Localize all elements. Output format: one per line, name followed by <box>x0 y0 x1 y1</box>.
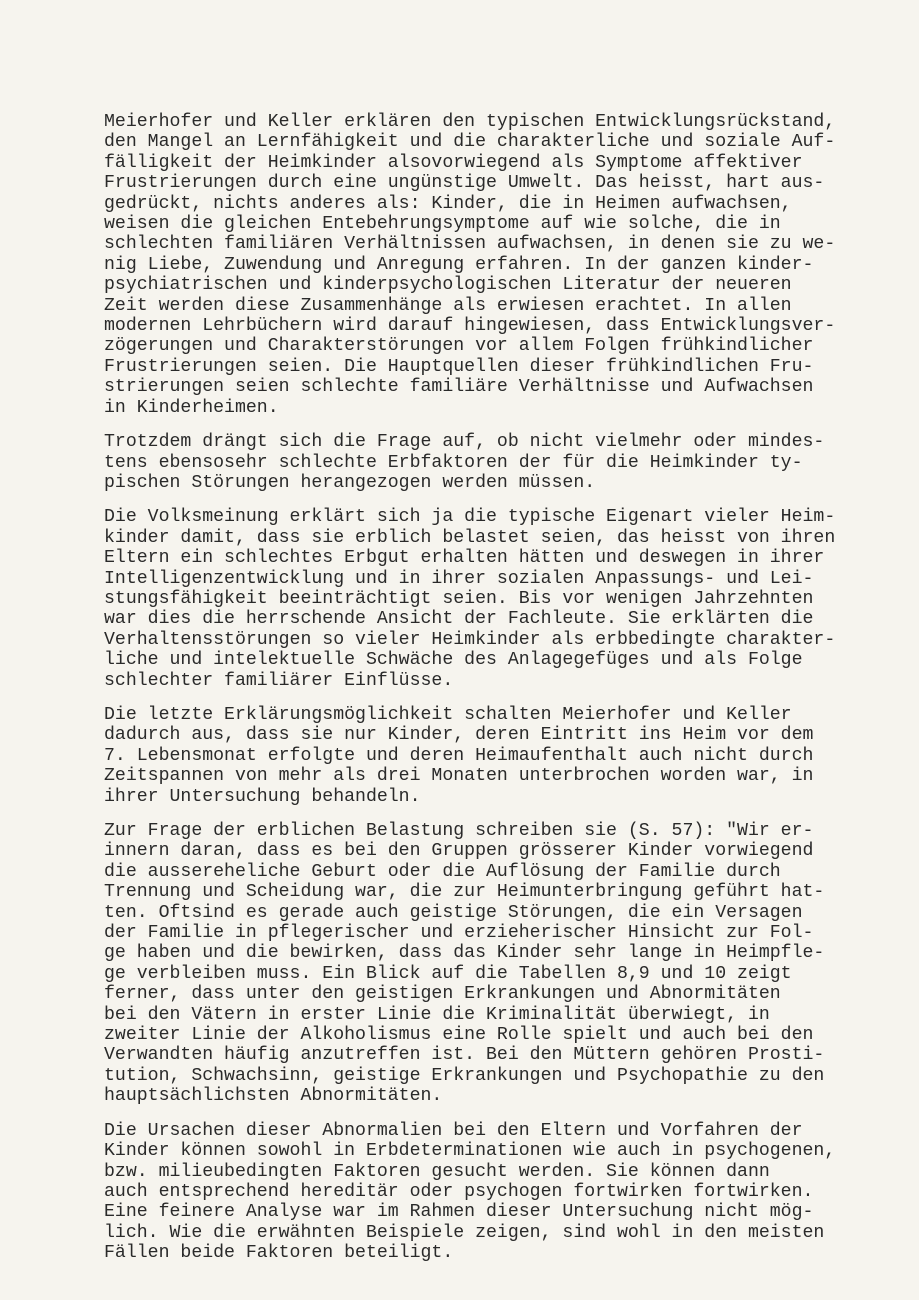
text-line: Eltern ein schlechtes Erbgut erhalten hätten und deswegen in ihrer <box>104 548 825 569</box>
text-line: in Kinderheimen. <box>104 397 279 418</box>
paragraph <box>104 507 844 691</box>
text-line: ten. Oftsind es gerade auch geistige Störungen, die ein Versagen <box>104 902 803 923</box>
text-line: Frustrierungen seien. Die Hauptquellen dieser frühkindlichen Fru- <box>104 356 814 377</box>
text-line: strierungen seien schlechte familiäre Verhältnisse und Aufwachsen <box>104 377 814 398</box>
text-line: Fällen beide Faktoren beteiligt. <box>104 1243 454 1264</box>
text-line: Die Volksmeinung erklärt sich ja die typische Eigenart vieler Heim- <box>104 507 836 528</box>
paragraph <box>104 112 844 418</box>
text-line: auch entsprechend hereditär oder psychogen fortwirken fortwirken. <box>104 1181 814 1202</box>
text-line: die aussereheliche Geburt oder die Auflösung der Familie durch <box>104 861 781 882</box>
text-line: innern daran, dass es bei den Gruppen grösserer Kinder vorwiegend <box>104 841 814 862</box>
text-line: nig Liebe, Zuwendung und Anregung erfahren. In der ganzen kinder- <box>104 254 814 275</box>
text-line: tution, Schwachsinn, geistige Erkrankungen und Psychopathie zu den <box>104 1065 825 1086</box>
text-line: Meierhofer und Keller erklären den typischen Entwicklungsrückstand, <box>104 112 836 132</box>
text-line: bzw. milieubedingten Faktoren gesucht werden. Sie können dann <box>104 1161 770 1182</box>
text-line: liche und intelektuelle Schwäche des Anlagegefüges und als Folge <box>104 650 803 671</box>
text-line: Zeit werden diese Zusammenhänge als erwiesen erachtet. In allen <box>104 295 792 316</box>
text-line: Trotzdem drängt sich die Frage auf, ob nicht vielmehr oder mindes- <box>104 432 825 453</box>
text-line: Die letzte Erklärungsmöglichkeit schalten Meierhofer und Keller <box>104 704 792 725</box>
text-line: Intelligenzentwicklung und in ihrer sozialen Anpassungs- und Lei- <box>104 568 814 589</box>
text-line: weisen die gleichen Entebehrungsymptome auf wie solche, die in <box>104 214 781 235</box>
text-line: 7. Lebensmonat erfolgte und deren Heimaufenthalt auch nicht durch <box>104 745 814 766</box>
text-line: kinder damit, dass sie erblich belastet seien, das heisst von ihren <box>104 527 836 548</box>
text-line: Frustrierungen durch eine ungünstige Umwelt. Das heisst, hart aus- <box>104 173 825 194</box>
text-line: schlechten familiären Verhältnissen aufwachsen, in denen sie zu we- <box>104 234 836 255</box>
text-line: lich. Wie die erwähnten Beispiele zeigen, sind wohl in den meisten <box>104 1222 825 1243</box>
text-line: Verwandten häufig anzutreffen ist. Bei den Müttern gehören Prosti- <box>104 1045 825 1066</box>
text-line: Zur Frage der erblichen Belastung schreiben sie (S. 57): "Wir er- <box>104 821 814 841</box>
typewritten-text <box>104 112 844 1278</box>
paragraph <box>104 1121 844 1264</box>
text-line: zweiter Linie der Alkoholismus eine Rolle spielt und auch bei den <box>104 1025 814 1046</box>
text-line: dadurch aus, dass sie nur Kinder, deren Eintritt ins Heim vor dem <box>104 725 814 746</box>
text-line: hauptsächlichsten Abnormitäten. <box>104 1086 443 1107</box>
text-line: ge verbleiben muss. Ein Blick auf die Tabellen 8,9 und 10 zeigt <box>104 963 792 984</box>
text-line: bei den Vätern in erster Linie die Kriminalität überwiegt, in <box>104 1004 770 1025</box>
text-line: war dies die herrschende Ansicht der Fachleute. Sie erklärten die <box>104 609 814 630</box>
text-line: den Mangel an Lernfähigkeit und die charakterliche und soziale Auf- <box>104 132 836 153</box>
text-line: pischen Störungen herangezogen werden müssen. <box>104 472 596 493</box>
text-line: psychiatrischen und kinderpsychologischen Literatur der neueren <box>104 275 792 296</box>
text-line: Trennung und Scheidung war, die zur Heimunterbringung geführt hat- <box>104 882 825 903</box>
text-line: gedrückt, nichts anderes als: Kinder, die in Heimen aufwachsen, <box>104 193 792 214</box>
text-line: ihrer Untersuchung behandeln. <box>104 786 421 807</box>
text-line: tens ebensosehr schlechte Erbfaktoren der für die Heimkinder ty- <box>104 452 803 473</box>
text-line: ge haben und die bewirken, dass das Kinder sehr lange in Heimpfle- <box>104 943 825 964</box>
text-line: zögerungen und Charakterstörungen vor allem Folgen frühkindlicher <box>104 336 814 357</box>
text-line: ferner, dass unter den geistigen Erkrankungen und Abnormitäten <box>104 984 781 1005</box>
paragraph <box>104 705 844 807</box>
paragraph <box>104 432 844 493</box>
text-line: stungsfähigkeit beeinträchtigt seien. Bis vor wenigen Jahrzehnten <box>104 588 814 609</box>
text-line: schlechter familiärer Einflüsse. <box>104 670 454 691</box>
text-line: modernen Lehrbüchern wird darauf hingewiesen, dass Entwicklungsver- <box>104 316 836 337</box>
text-line: Eine feinere Analyse war im Rahmen dieser Untersuchung nicht mög- <box>104 1202 814 1223</box>
text-line: Zeitspannen von mehr als drei Monaten unterbrochen worden war, in <box>104 766 814 787</box>
text-line: Kinder können sowohl in Erbdeterminationen wie auch in psychogenen, <box>104 1141 836 1162</box>
text-line: Verhaltensstörungen so vieler Heimkinder als erbbedingte charakter- <box>104 629 836 650</box>
paragraph <box>104 821 844 1107</box>
text-line: der Familie in pflegerischer und erzieherischer Hinsicht zur Fol- <box>104 923 814 944</box>
text-line: Die Ursachen dieser Abnormalien bei den Eltern und Vorfahren der <box>104 1120 803 1141</box>
text-line: fälligkeit der Heimkinder alsovorwiegend als Symptome affektiver <box>104 152 803 173</box>
